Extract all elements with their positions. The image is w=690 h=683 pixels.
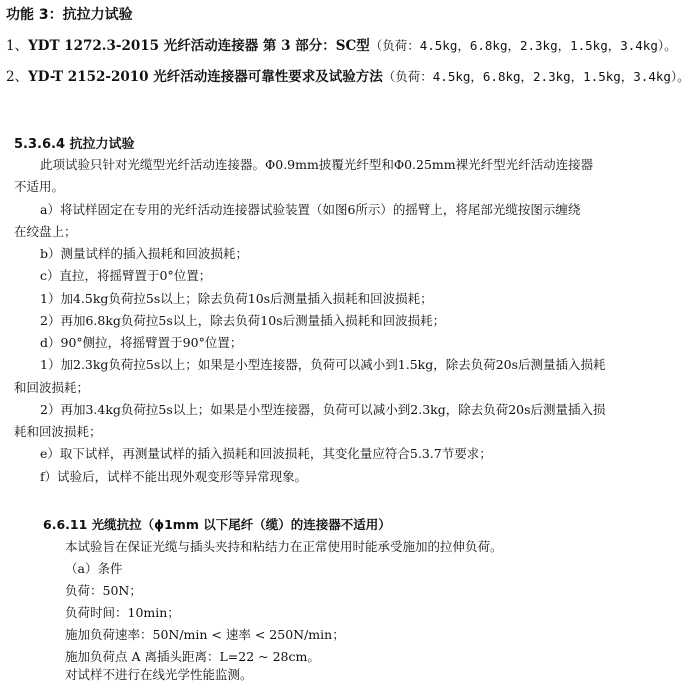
body-line: 对试样不进行在线光学性能监测。: [65, 667, 253, 682]
body-line: 施加负荷速率：50N/min < 速率 < 250N/min；: [65, 627, 345, 642]
standard-loads: （负荷：4.5kg，6.8kg，2.3kg，1.5kg，3.4kg）。: [369, 38, 677, 53]
body-line: a）将试样固定在专用的光纤活动连接器试验装置（如图6所示）的摇臂上，将尾部光缆按图示缠绕: [40, 202, 581, 217]
body-line: 耗和回波损耗；: [14, 424, 102, 439]
body-line: d）90°侧拉，将摇臂置于90°位置；: [40, 335, 243, 350]
page-title: 功能 3：抗拉力试验: [6, 7, 133, 23]
standard-line-2: [6, 65, 690, 85]
body-line: 此项试验只针对光缆型光纤活动连接器。Φ0.9mm披覆光纤型和Φ0.25mm裸光纤型光纤活动连接器: [40, 157, 594, 172]
body-line: 负荷时间：10min；: [65, 605, 180, 620]
body-line: 负荷：50N；: [65, 583, 142, 598]
standard-line-1: [6, 34, 677, 54]
body-line: e）取下试样，再测量试样的插入损耗和回波损耗，其变化量应符合5.3.7节要求；: [40, 446, 492, 461]
body-line: b）测量试样的插入损耗和回波损耗；: [40, 246, 249, 261]
body-line: 2）再加3.4kg负荷拉5s以上；如果是小型连接器，负荷可以减小到2.3kg，除去负荷20s后测量插入损: [40, 402, 606, 417]
standard-prefix: 2、: [6, 69, 29, 85]
standard-name: YDT 1272.3-2015 光纤活动连接器 第 3 部分：SC型: [28, 38, 370, 54]
standard-loads: （负荷：4.5kg，6.8kg，2.3kg，1.5kg，3.4kg）。: [382, 69, 690, 84]
body-line: c）直拉，将摇臂置于0°位置；: [40, 268, 212, 283]
section-heading-5-3-6-4: 5.3.6.4 抗拉力试验: [14, 137, 135, 152]
body-line: （a）条件: [65, 561, 123, 576]
body-line: 在绞盘上；: [14, 224, 77, 239]
body-line: 本试验旨在保证光缆与插头夹持和粘结力在正常使用时能承受施加的拉伸负荷。: [65, 539, 503, 554]
body-line: 不适用。: [14, 179, 65, 194]
body-line: f）试验后，试样不能出现外观变形等异常现象。: [40, 469, 308, 484]
standard-prefix: 1、: [6, 38, 29, 54]
body-line: 施加负荷点 A 离插头距离：L=22 ~ 28cm。: [65, 649, 320, 664]
body-line: 1）加4.5kg负荷拉5s以上；除去负荷10s后测量插入损耗和回波损耗；: [40, 291, 433, 306]
body-line: 和回波损耗；: [14, 380, 90, 395]
body-line: 1）加2.3kg负荷拉5s以上；如果是小型连接器，负荷可以减小到1.5kg，除去负荷20s后测量插入损耗: [40, 357, 606, 372]
body-line: 2）再加6.8kg负荷拉5s以上，除去负荷10s后测量插入损耗和回波损耗；: [40, 313, 446, 328]
standard-name: YD-T 2152-2010 光纤活动连接器可靠性要求及试验方法: [28, 69, 383, 85]
section-heading-6-6-11: 6.6.11 光缆抗拉（ϕ1mm 以下尾纤（缆）的连接器不适用）: [43, 517, 391, 532]
